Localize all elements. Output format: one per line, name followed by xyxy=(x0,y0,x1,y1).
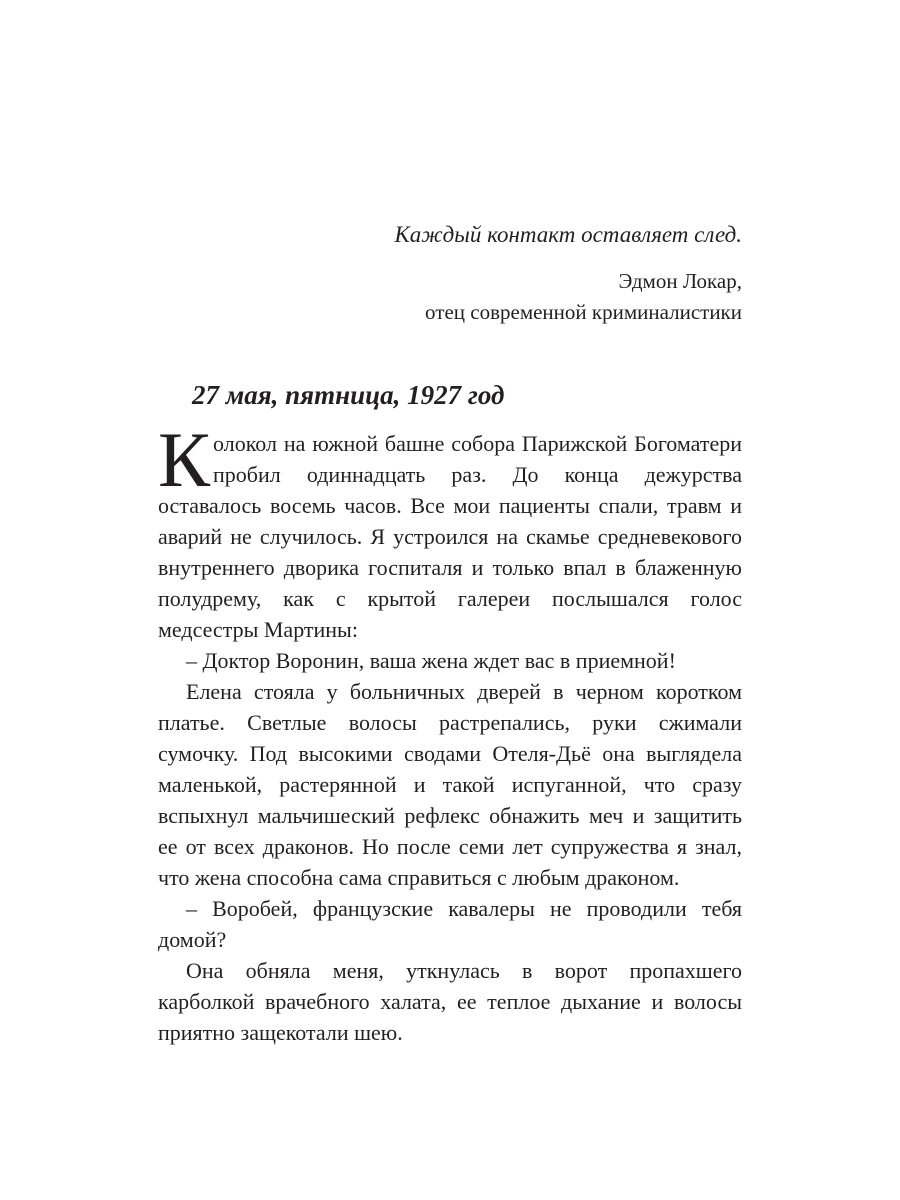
paragraph-2: – Доктор Воронин, ваша жена ждет вас в приемной! xyxy=(186,648,676,673)
drop-cap: К xyxy=(158,416,211,503)
epigraph xyxy=(182,218,742,328)
paragraph-3: Елена стояла у больничных дверей в черном коротком платье. Светлые волосы растрепались, руки сжимали сумочку. Под высокими сводами Отеля-Дьё она выглядела маленькой, растерянной и такой испуганной, что сразу вспыхнул мальчишеский рефлекс обнажить меч и защитить ее от всех драконов. Но после семи лет супружества я знал, что жена способна сама справиться с любым драконом. xyxy=(158,679,742,890)
paragraph-1-text: олокол на южной башне собора Парижской Богоматери пробил одиннадцать раз. До конца дежурства оставалось восемь часов. Все мои пациенты спали, травм и аварий не случилось. Я устроился на скамье средневекового внутреннего дворика госпиталя и только впал в блаженную полудрему, как с крытой галереи послышался голос медсестры Мартины: xyxy=(158,431,742,642)
paragraph-1 xyxy=(158,416,742,645)
body-text xyxy=(158,416,742,1048)
paragraph-5: Она обняла меня, уткнулась в ворот пропахшего карболкой врачебного халата, ее теплое дыхание и волосы приятно защекотали шею. xyxy=(158,958,742,1045)
epigraph-author: Эдмон Локар, xyxy=(618,269,742,293)
epigraph-quote: Каждый контакт оставляет след. xyxy=(394,222,742,247)
chapter-date-heading: 27 мая, пятница, 1927 год xyxy=(192,380,505,410)
epigraph-author-role: отец современной криминалистики xyxy=(425,300,742,324)
paragraph-4: – Воробей, французские кавалеры не проводили тебя домой? xyxy=(158,896,742,952)
